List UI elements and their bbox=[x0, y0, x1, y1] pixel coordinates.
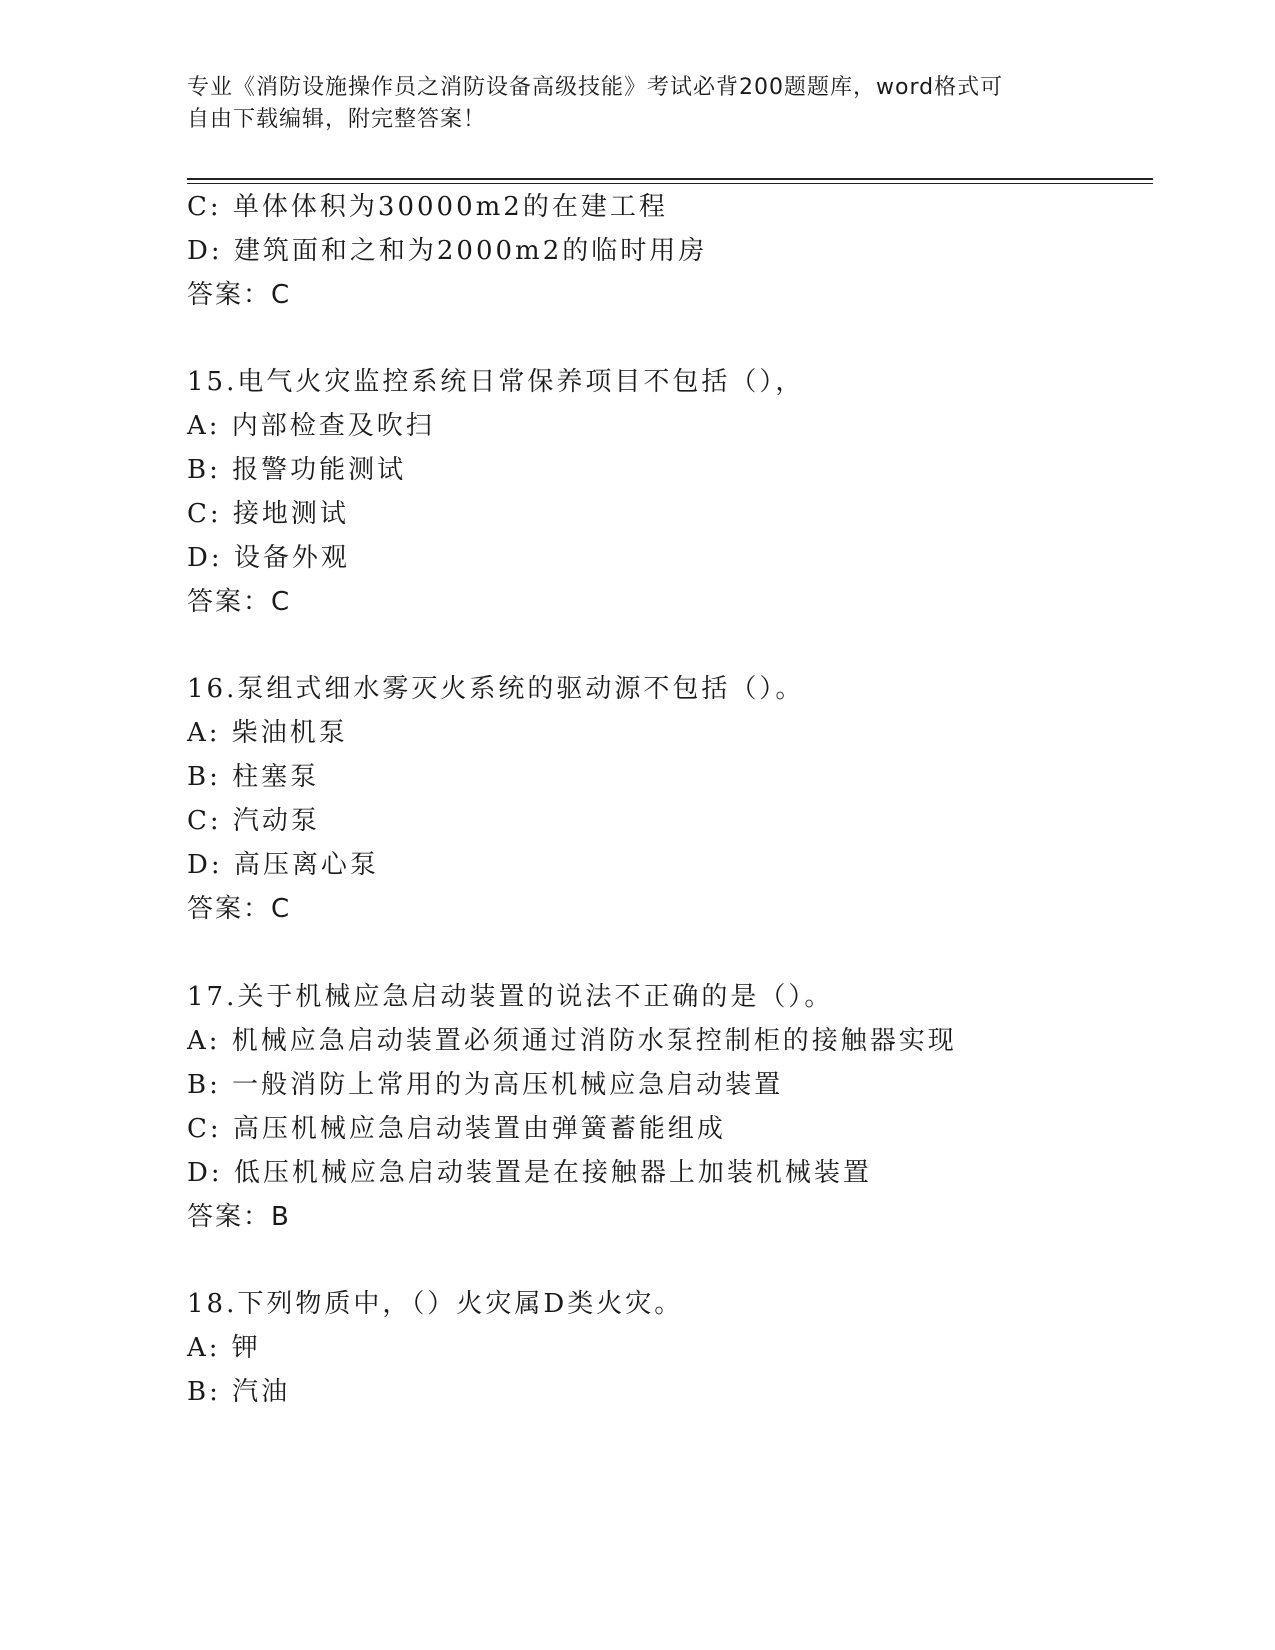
header-divider-thin bbox=[187, 183, 1153, 184]
q15-option-b: B: 报警功能测试 bbox=[187, 455, 407, 485]
q18-option-b: B: 汽油 bbox=[187, 1377, 291, 1407]
q17-option-a: A: 机械应急启动装置必须通过消防水泵控制柜的接触器实现 bbox=[187, 1026, 957, 1056]
q16-answer: 答案：C bbox=[187, 894, 292, 924]
q17-option-c: C: 高压机械应急启动装置由弹簧蓄能组成 bbox=[187, 1114, 726, 1144]
q17-stem: 17.关于机械应急启动装置的说法不正确的是（）。 bbox=[187, 982, 834, 1012]
q15-option-a: A: 内部检查及吹扫 bbox=[187, 411, 435, 441]
q17-answer: 答案：B bbox=[187, 1202, 291, 1232]
header-line-2: 自由下载编辑，附完整答案！ bbox=[187, 107, 487, 132]
q18-option-a: A: 钾 bbox=[187, 1333, 261, 1363]
q17-option-d: D: 低压机械应急启动装置是在接触器上加装机械装置 bbox=[187, 1158, 872, 1188]
q16-option-d: D: 高压离心泵 bbox=[187, 850, 379, 880]
q16-option-b: B: 柱塞泵 bbox=[187, 762, 320, 792]
header-divider-thick bbox=[187, 178, 1153, 180]
q15-answer: 答案：C bbox=[187, 587, 292, 617]
q18-stem: 18.下列物质中，（）火灾属D类火灾。 bbox=[187, 1289, 684, 1319]
q16-stem: 16.泵组式细水雾灭火系统的驱动源不包括（）。 bbox=[187, 674, 805, 704]
q17-option-b: B: 一般消防上常用的为高压机械应急启动装置 bbox=[187, 1070, 784, 1100]
q16-option-c: C: 汽动泵 bbox=[187, 806, 320, 836]
document-header bbox=[187, 72, 1087, 136]
q14-option-c: C: 单体体积为30000m2的在建工程 bbox=[187, 192, 668, 222]
q15-stem: 15.电气火灾监控系统日常保养项目不包括（）， bbox=[187, 367, 805, 397]
header-line-1: 专业《消防设施操作员之消防设备高级技能》考试必背200题题库，word格式可 bbox=[187, 75, 1004, 100]
q16-option-a: A: 柴油机泵 bbox=[187, 718, 348, 748]
q15-option-c: C: 接地测试 bbox=[187, 499, 349, 529]
q14-answer: 答案：C bbox=[187, 280, 292, 310]
q15-option-d: D: 设备外观 bbox=[187, 543, 350, 573]
q14-option-d: D: 建筑面和之和为2000m2的临时用房 bbox=[187, 236, 708, 266]
